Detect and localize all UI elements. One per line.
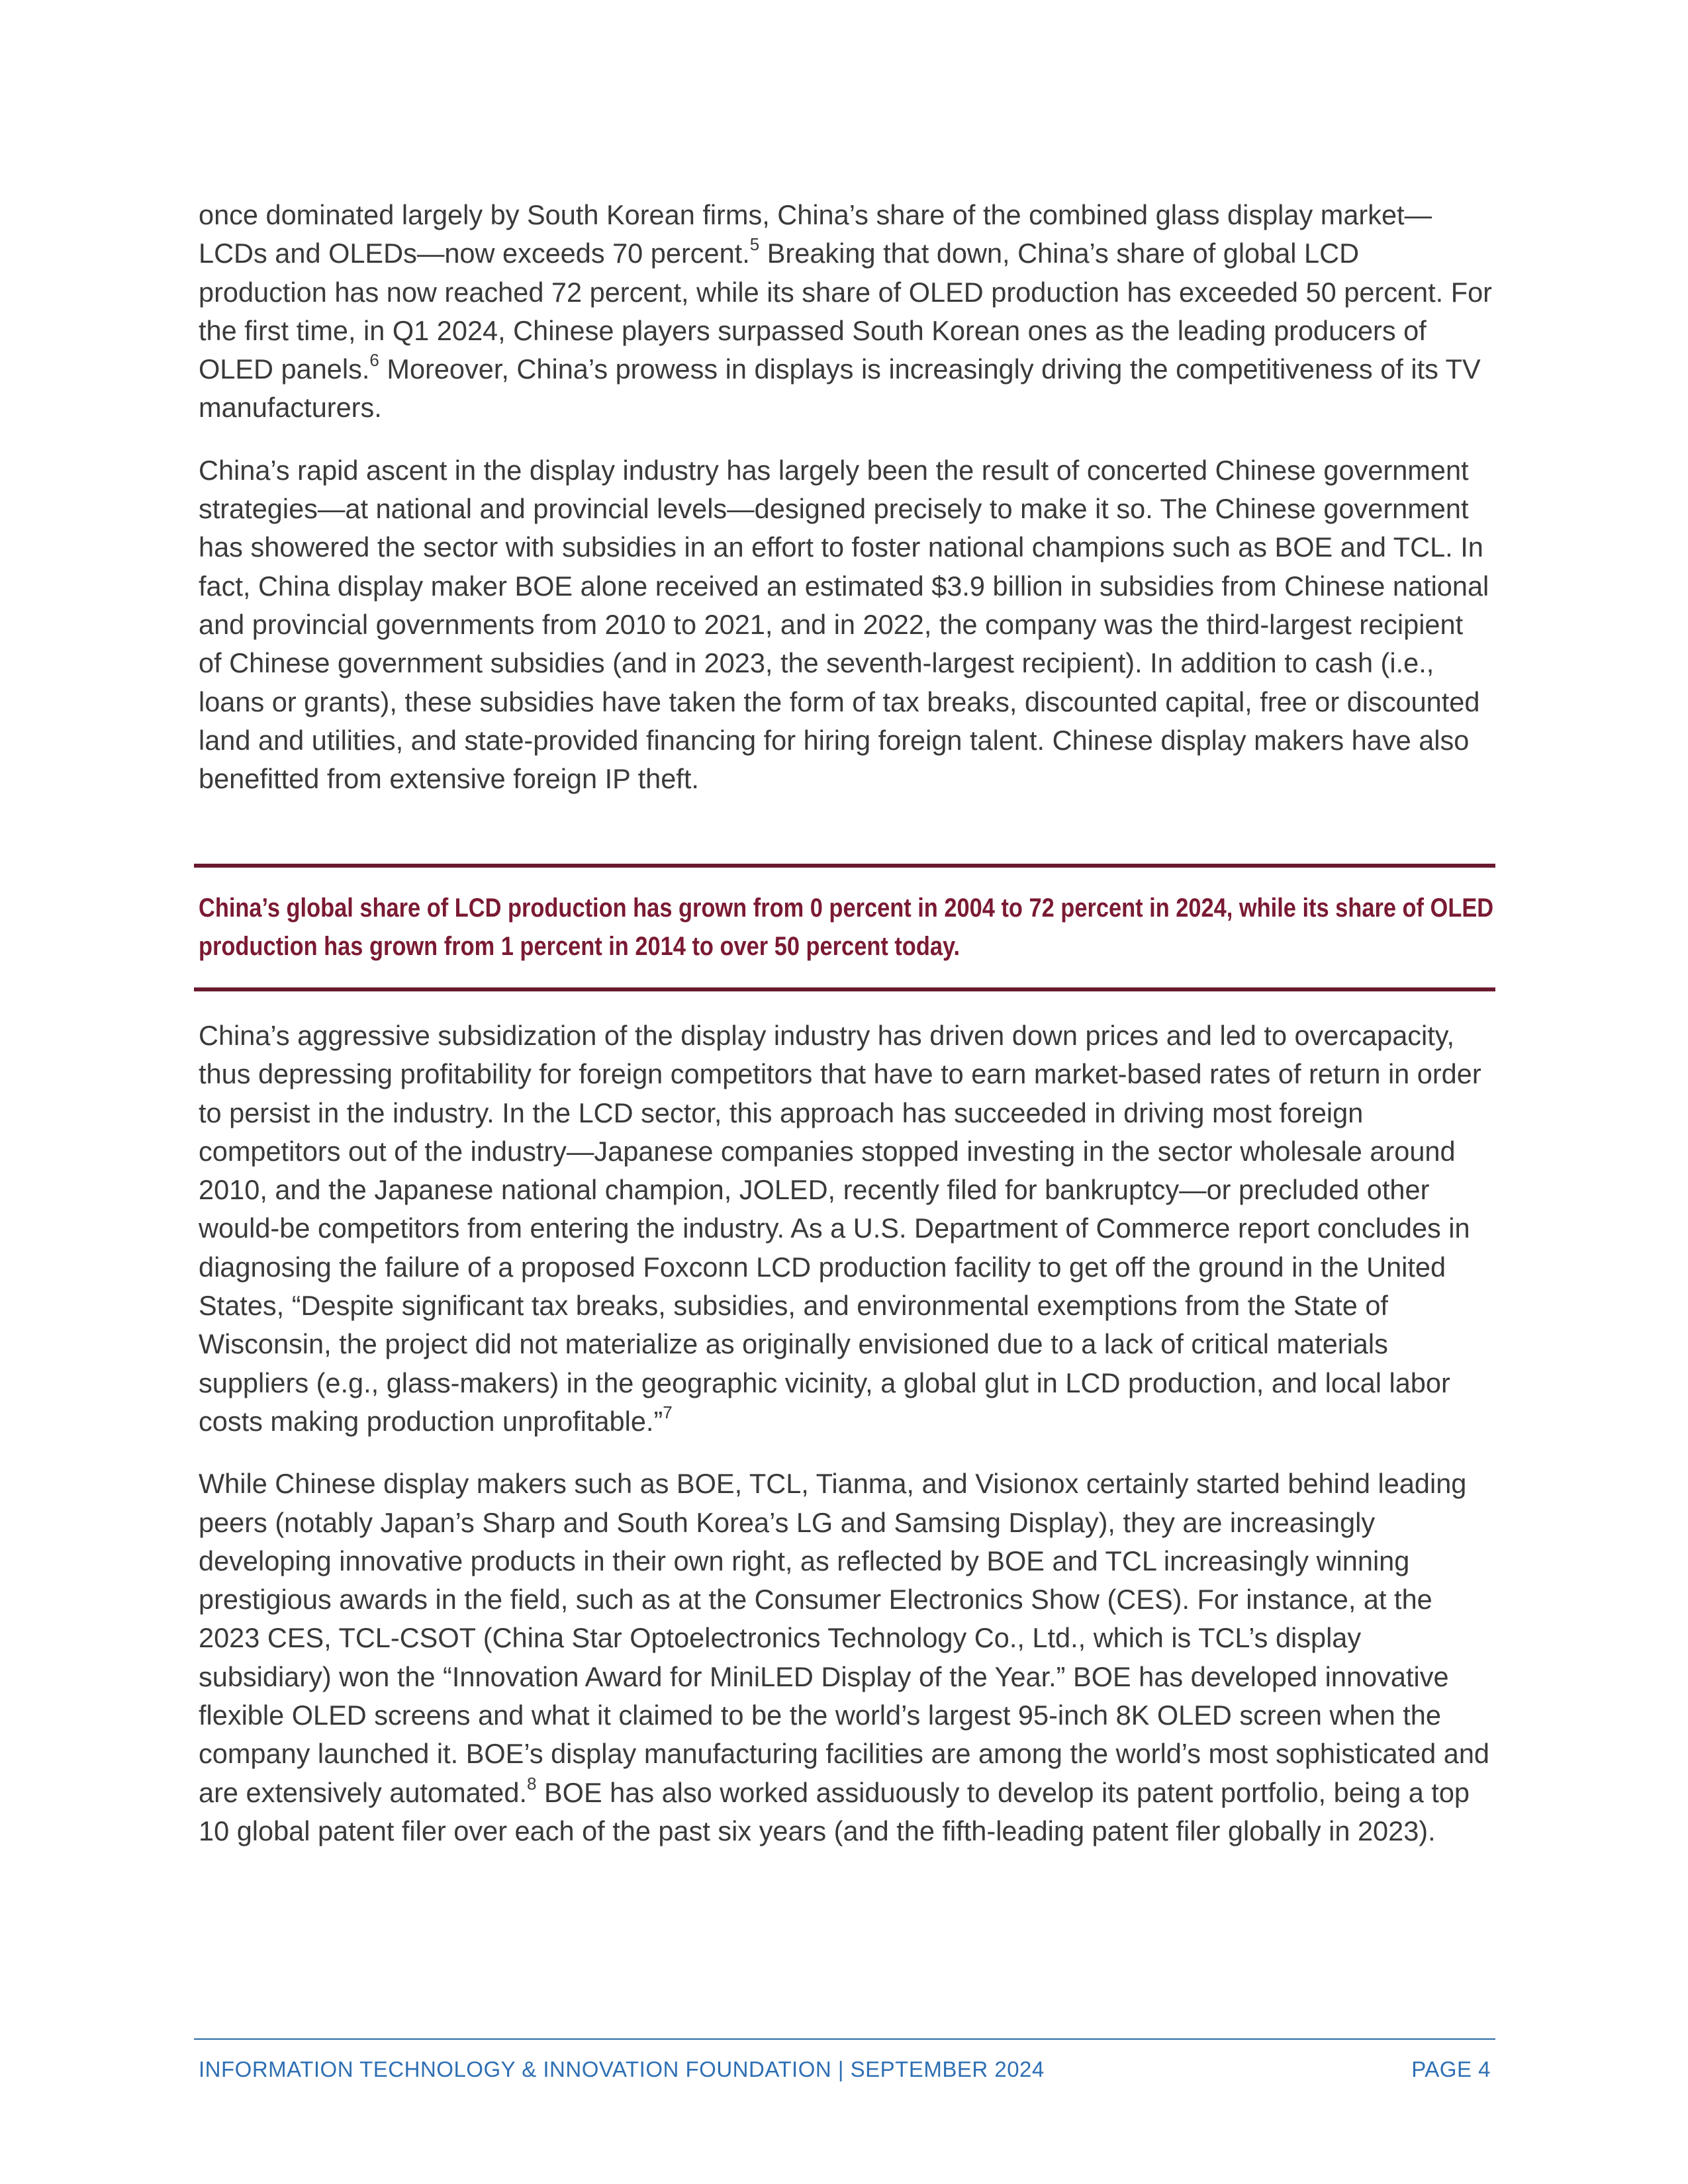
paragraph <box>199 196 1492 428</box>
pull-quote-top-rule <box>194 864 1495 868</box>
paragraph-text: Breaking that down, China’s share of global LCD production has now reached 72 percent, while its share of OLED production has exceeded 50 percent. For the first time, in Q1 2024, Chinese players surpassed South Korean ones as the leading producers of OLED panels. <box>199 238 1492 385</box>
paragraph-text: once dominated largely by South Korean firms, China’s share of the combined glass display market—LCDs and OLEDs—now exceeds 70 percent. <box>199 199 1432 269</box>
body-text-bottom <box>199 1017 1492 1874</box>
footer-divider <box>194 2038 1495 2040</box>
paragraph-text: While Chinese display makers such as BOE, TCL, Tianma, and Visionox certainly started behind leading peers (notably Japan’s Sharp and South Korea’s LG and Samsing Display), they are increasingly developing innovative products in their own right, as reflected by BOE and TCL increasingly winning prestigious awards in the field, such as at the Consumer Electronics Show (CES). For instance, at the 2023 CES, TCL-CSOT (China Star Optoelectronics Technology Co., Ltd., which is TCL’s display subsidiary) won the “Innovation Award for MiniLED Display of the Year.” BOE has developed innovative flexible OLED screens and what it claimed to be the world’s largest 95-inch 8K OLED screen when the company launched it. BOE’s display manufacturing facilities are among the world’s most sophisticated and are extensively automated. <box>199 1468 1489 1808</box>
paragraph-text: China’s aggressive subsidization of the display industry has driven down prices and led to overcapacity, thus depressing profitability for foreign competitors that have to earn market-based rates of return in order to persist in the industry. In the LCD sector, this approach has succeeded in driving most foreign competitors out of the industry—Japanese companies stopped investing in the sector wholesale around 2010, and the Japanese national champion, JOLED, recently filed for bankruptcy—or precluded other would-be competitors from entering the industry. As a U.S. Department of Commerce report concludes in diagnosing the failure of a proposed Foxconn LCD production facility to get off the ground in the United States, “Despite significant tax breaks, subsidies, and environmental exemptions from the State of Wisconsin, the project did not materialize as originally envisioned due to a lack of critical materials suppliers (e.g., glass-makers) in the geographic vicinity, a global glut in LCD production, and local labor costs making production unprofitable.” <box>199 1020 1481 1437</box>
pull-quote-bottom-rule <box>194 987 1495 991</box>
paragraph-text: BOE has also worked assiduously to develop its patent portfolio, being a top 10 global patent filer over each of the past six years (and the fifth-leading patent filer globally in 2023). <box>199 1776 1470 1846</box>
paragraph <box>199 1017 1492 1441</box>
footnote-ref[interactable]: 8 <box>526 1773 537 1794</box>
pull-quote-text: China’s global share of LCD production has grown from 0 percent in 2004 to 72 percent in 2024, while its share of OLED production has grown from 1 percent in 2014 to over 50 percent today. <box>199 893 1494 961</box>
footnote-ref[interactable]: 7 <box>663 1402 673 1423</box>
pull-quote <box>194 864 1495 991</box>
footer-publisher: INFORMATION TECHNOLOGY & INNOVATION FOUNDATION | SEPTEMBER 2024 <box>199 2057 1045 2081</box>
page-footer <box>199 2057 1491 2082</box>
paragraph-text: Moreover, China’s prowess in displays is increasingly driving the competitiveness of its TV manufacturers. <box>199 353 1481 424</box>
footnote-ref[interactable]: 5 <box>749 234 760 255</box>
paragraph <box>199 1465 1492 1850</box>
page-number: PAGE 4 <box>1411 2057 1491 2081</box>
footnote-ref[interactable]: 6 <box>369 350 379 371</box>
paragraph-text: China’s rapid ascent in the display industry has largely been the result of concerted Chinese government strategies—at national and provincial levels—designed precisely to make it so. The Chinese government has showered the sector with subsidies in an effort to foster national champions such as BOE and TCL. In fact, China display maker BOE alone received an estimated $3.9 billion in subsidies from Chinese national and provincial governments from 2010 to 2021, and in 2022, the company was the third-largest recipient of Chinese government subsidies (and in 2023, the seventh-largest recipient). In addition to cash (i.e., loans or grants), these subsidies have taken the form of tax breaks, discounted capital, free or discounted land and utilities, and state-provided financing for hiring foreign talent. Chinese display makers have also benefitted from extensive foreign IP theft. <box>199 454 1489 795</box>
body-text-top <box>199 196 1492 822</box>
paragraph <box>199 451 1492 799</box>
